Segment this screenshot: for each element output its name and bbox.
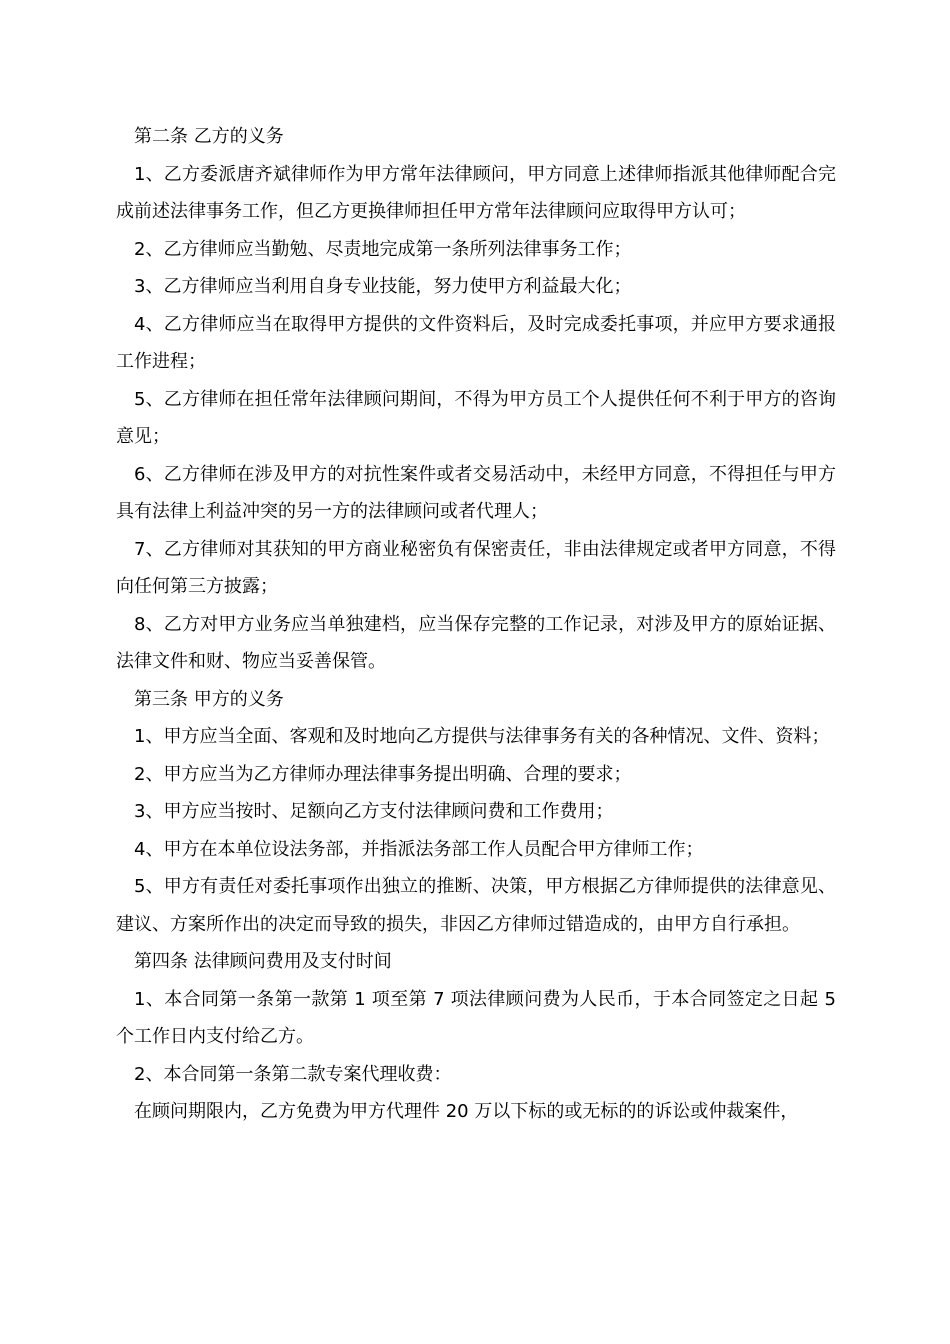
document-body xyxy=(116,118,836,1131)
section-heading-article-3: 第三条 甲方的义务 xyxy=(134,688,284,710)
paragraph: 2、本合同第一条第二款专案代理收费： xyxy=(134,1063,452,1085)
paragraph: 4、甲方在本单位设法务部，并指派法务部工作人员配合甲方律师工作； xyxy=(134,838,704,860)
paragraph: 5、乙方律师在担任常年法律顾问期间，不得为甲方员工个人提供任何不利于甲方的咨询意见； xyxy=(116,388,836,447)
section-heading-article-4: 第四条 法律顾问费用及支付时间 xyxy=(134,951,392,972)
section-heading-article-2: 第二条 乙方的义务 xyxy=(134,126,284,147)
paragraph: 2、甲方应当为乙方律师办理法律事务提出明确、合理的要求； xyxy=(134,763,632,785)
paragraph: 3、甲方应当按时、足额向乙方支付法律顾问费和工作费用； xyxy=(134,801,614,822)
paragraph: 3、乙方律师应当利用自身专业技能，努力使甲方利益最大化； xyxy=(134,276,632,297)
paragraph: 8、乙方对甲方业务应当单独建档，应当保存完整的工作记录，对涉及甲方的原始证据、法律文件和财、物应当妥善保管。 xyxy=(116,613,836,672)
paragraph: 7、乙方律师对其获知的甲方商业秘密负有保密责任，非由法律规定或者甲方同意，不得向任何第三方披露； xyxy=(116,538,836,597)
paragraph: 1、本合同第一条第一款第 1 项至第 7 项法律顾问费为人民币，于本合同签定之日起 5 个工作日内支付给乙方。 xyxy=(116,988,836,1047)
paragraph: 2、乙方律师应当勤勉、尽责地完成第一条所列法律事务工作； xyxy=(134,238,632,260)
paragraph: 1、乙方委派唐齐斌律师作为甲方常年法律顾问，甲方同意上述律师指派其他律师配合完成前述法律事务工作，但乙方更换律师担任甲方常年法律顾问应取得甲方认可； xyxy=(116,163,836,222)
paragraph: 6、乙方律师在涉及甲方的对抗性案件或者交易活动中，未经甲方同意，不得担任与甲方具有法律上利益冲突的另一方的法律顾问或者代理人； xyxy=(116,463,836,522)
paragraph: 在顾问期限内，乙方免费为甲方代理件 20 万以下标的或无标的的诉讼或仲裁案件， xyxy=(134,1101,799,1122)
paragraph: 4、乙方律师应当在取得甲方提供的文件资料后，及时完成委托事项，并应甲方要求通报工作进程； xyxy=(116,313,836,372)
paragraph: 5、甲方有责任对委托事项作出独立的推断、决策，甲方根据乙方律师提供的法律意见、建议、方案所作出的决定而导致的损失，非因乙方律师过错造成的，由甲方自行承担。 xyxy=(116,876,836,935)
paragraph: 1、甲方应当全面、客观和及时地向乙方提供与法律事务有关的各种情况、文件、资料； xyxy=(134,726,830,747)
